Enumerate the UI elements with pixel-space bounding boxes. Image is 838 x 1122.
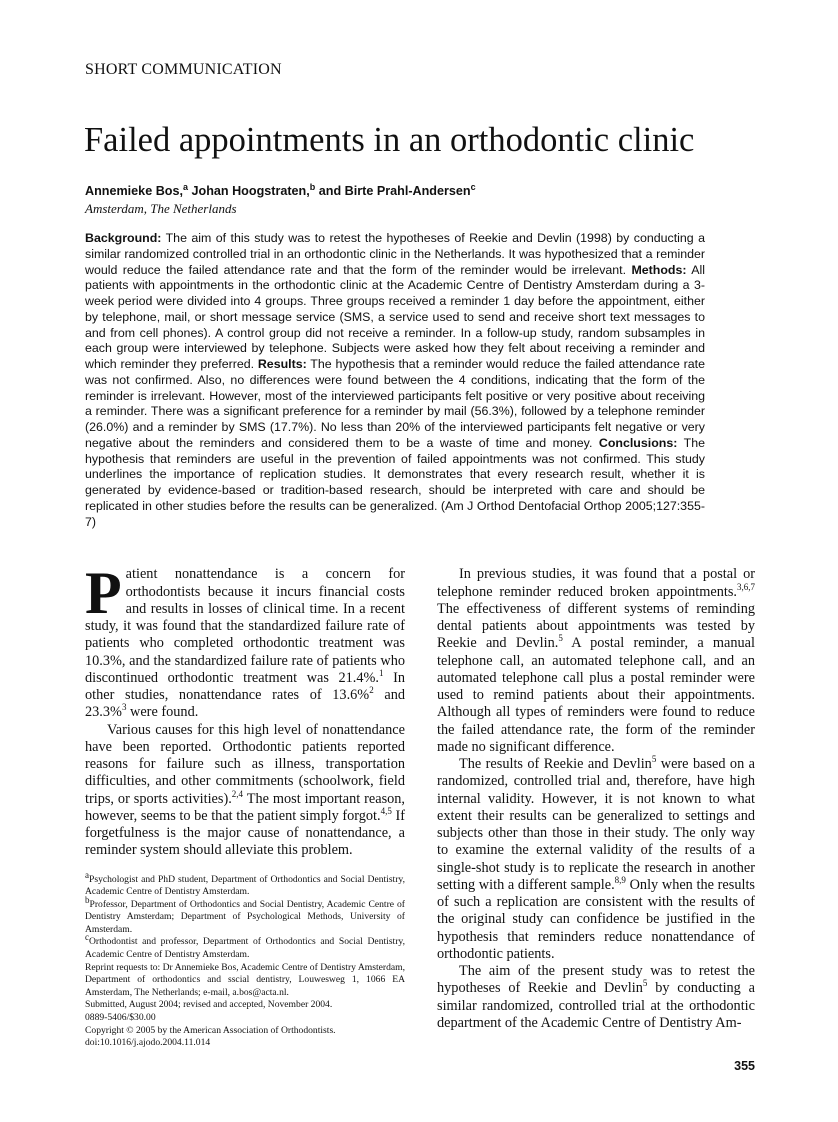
citation: 1 (379, 667, 384, 678)
author-name: Johan Hoogstraten, (188, 184, 310, 198)
citation: 8,9 (614, 874, 626, 885)
footnote (85, 999, 405, 1012)
footnote-text: Submitted, August 2004; revised and accepted, November 2004. (85, 999, 333, 1011)
body-paragraph (437, 566, 755, 756)
citation: 3,6,7 (737, 581, 755, 592)
body-paragraph (85, 560, 406, 721)
body-text: and 23.3% (85, 687, 405, 721)
body-text: A postal reminder, a manual telephone call, an automated telephone call, and an automated telephone call plus a postal reminder were used to remind patients about their appointments. Although all types of reminders were found to reduce the failed attendance rate, the form of the reminder made no significant difference. (437, 635, 755, 755)
body-paragraph (437, 756, 755, 963)
body-text: The most important reason, however, seems to be that the patient simply forgot. (85, 790, 406, 824)
footnote (85, 1012, 405, 1025)
footnote (85, 869, 405, 899)
body-text: Various causes for this high level of nonattendance have been reported. Orthodontic patients reported reasons for failure such as illness, transportation difficulties, and other commitments (schoolwork, field trips, or sports activities). (85, 721, 405, 807)
body-column-left (85, 560, 406, 1050)
body-text: In other studies, nonattendance rates of 13.6% (85, 669, 406, 703)
body-text: by conducting a similar randomized, controlled trial at the orthodontic department of the Academic Centre of Dentistry Am- (437, 980, 755, 1031)
citation: 5 (651, 754, 657, 765)
footnote (85, 962, 405, 1000)
citation: 5 (558, 633, 563, 644)
body-text: were based on a randomized, controlled trial and, therefore, have high internal validity. However, it is not known to what extent their results can be generalized to settings and subjects other than those in their study. The only way to examine the external validity of the results of a single-shot study is to replicate the research in another setting with a different sample. (437, 756, 755, 893)
affiliation: Amsterdam, The Netherlands (85, 201, 237, 216)
article-title: Failed appointments in an orthodontic clinic (84, 121, 695, 159)
body-text: If forgetfulness is the major cause of nonattendance, a reminder system should alleviate this problem. (85, 807, 405, 859)
citation: 3 (121, 702, 127, 713)
body-columns (85, 560, 755, 1050)
footnote-text: doi:10.1016/j.ajodo.2004.11.014 (85, 1037, 211, 1049)
footnote-mark: a (85, 869, 89, 880)
body-text: The results of Reekie and Devlin (459, 756, 652, 772)
abstract-section-text: The hypothesis that a reminder would reduce the failed attendance rate was not confirmed. Also, no differences were found between the 4 conditions, indicating that the form of the reminder is irrelevant. However, most of the interviewed participants felt positive or very positive about receiving a reminder. There was a significant preference for a reminder by mail (56.3%), followed by a telephone reminder (26.0%) and a reminder by SMS (17.7%). No less than 20% of the interviewed participants felt negative or very negative about the reminders and considered them to be a waste of time and money. (85, 357, 705, 450)
footnote (85, 932, 405, 961)
author-name: Annemieke Bos, (85, 184, 183, 198)
section-kicker: SHORT COMMUNICATION (85, 61, 282, 78)
body-text: were found. (126, 704, 199, 721)
body-text: The aim of the present study was to retest the hypotheses of Reekie and Devlin (437, 963, 755, 997)
body-paragraph (437, 963, 755, 1032)
author-affiliation-mark: a (182, 181, 188, 192)
abstract-section-label: Results: (257, 357, 307, 371)
body-column-right (437, 566, 755, 1032)
abstract-section-label: Background: (85, 231, 162, 245)
abstract-section-label: Methods: (631, 262, 687, 277)
footnote-text: Orthodontist and professor, Department of Orthodontics and Social Dentistry, Academic Centre of Dentistry Amsterdam. (85, 936, 405, 961)
abstract-section-label: Conclusions: (598, 435, 678, 450)
footnotes (85, 869, 405, 1050)
body-text: Only when the results of such a replication are consistent with the results of the original study can confidence be justified in the hypothesis that reminders reduce nonattendance of orthodontic patients. (437, 876, 755, 962)
author-affiliation-mark: b (309, 181, 316, 192)
body-text: atient nonattendance is a concern for orthodontists because it incurs financial costs and results in losses of clinical time. In a recent study, it was found that the standardized failure rate of patients who completed orthodontic treatment was 10.3%, and the standardized failure rate of patients who discontinued orthodontic treatment was 21.4%. (85, 566, 405, 686)
abstract-section-text: The hypothesis that reminders are useful in the prevention of failed appointments was not confirmed. This study underlines the importance of replication studies. It demonstrates that every research result, whether it is generated by evidence-based or tradition-based research, should be interpreted with care and should be replicated in other studies before the results can be generalized. (Am J Orthod Dentofacial Orthop 2005;127:355-7) (85, 435, 705, 529)
footnote-mark: b (85, 894, 90, 905)
footnote-text: Professor, Department of Orthodontics and Social Dentistry, Academic Centre of Dentistry Amsterdam; Department of Psychological Methods, University of Amsterdam. (85, 898, 405, 935)
footnote (85, 1037, 405, 1050)
footnote-text: Reprint requests to: Dr Annemieke Bos, Academic Centre of Dentistry Amsterdam, Department of orthodontics and sscial dentistry, Louwesweg 1, 1066 EA Amsterdam, The Netherlands; e-mail, a.bos@acta.nl. (85, 961, 405, 998)
page-number: 355 (734, 1058, 755, 1073)
body-paragraph (85, 722, 405, 860)
citation: 2 (369, 685, 374, 696)
abstract-section-text: The aim of this study was to retest the hypotheses of Reekie and Devlin (1998) by conducting a similar randomized controlled trial in an orthodontic clinic in the Netherlands. It was hypothesized that a reminder would reduce the failed attendance rate and that the form of the reminder would be irrelevant. (85, 231, 705, 277)
citation: 2,4 (231, 788, 244, 799)
footnote (85, 894, 405, 937)
body-text: In previous studies, it was found that a postal or telephone reminder reduced broken appointments. (437, 566, 755, 600)
footnote-text: Psychologist and PhD student, Department of Orthodontics and Social Dentistry, Academic Centre of Dentistry Amsterdam. (85, 873, 405, 898)
author-list (85, 183, 755, 199)
abstract (85, 231, 705, 530)
footnote (85, 1025, 405, 1038)
footnote-text: 0889-5406/$30.00 (85, 1012, 156, 1024)
citation: 4,5 (380, 805, 392, 816)
footnote-mark: c (85, 932, 89, 943)
author-name: and Birte Prahl-Andersen (315, 184, 471, 198)
drop-cap: P (85, 560, 122, 627)
abstract-section-text: All patients with appointments in the orthodontic clinic at the Academic Centre of Dentistry Amsterdam during a 3-week period were divided into 4 groups. Three groups received a reminder 1 day before the appointment, either by telephone, mail, or short message service (SMS, a service used to send and receive short text messages to and from cell phones). A control group did not receive a reminder. In a follow-up study, random subsamples in each group were interviewed by telephone. Subjects were asked how they felt about receiving a reminder and which reminder they preferred. (85, 262, 705, 371)
citation: 5 (642, 978, 648, 989)
body-text: The effectiveness of different systems of reminding dental patients about appointments was tested by Reekie and Devlin. (437, 600, 755, 652)
footnote-text: Copyright © 2005 by the American Association of Orthodontists. (85, 1024, 336, 1036)
author-affiliation-mark: c (470, 181, 476, 192)
